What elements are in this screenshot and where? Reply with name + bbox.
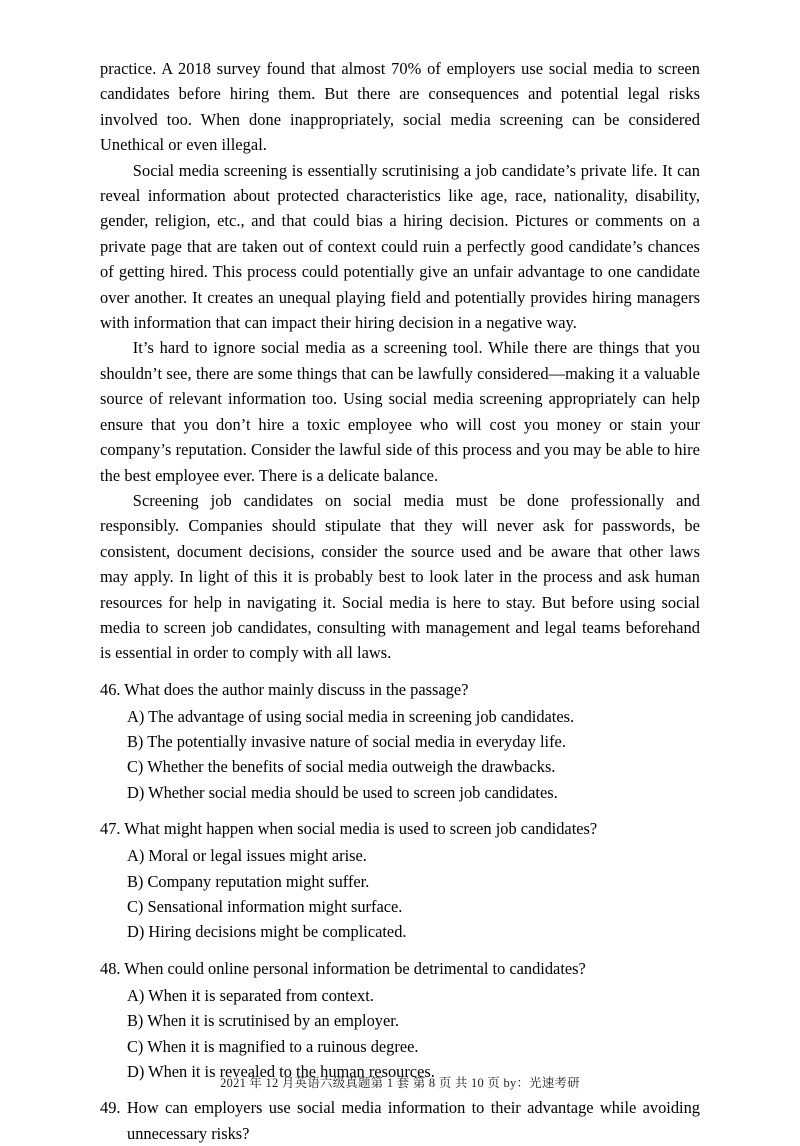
document-body [100, 56, 700, 1146]
question-46-option-c[interactable]: C) Whether the benefits of social media outweigh the drawbacks. [127, 757, 556, 777]
question-47-stem: 47. What might happen when social media is used to screen job candidates? [100, 819, 598, 839]
question-47-option-b[interactable]: B) Company reputation might suffer. [127, 871, 370, 891]
question-46-option-a[interactable]: A) The advantage of using social media in screening job candidates. [127, 706, 575, 726]
question-46-option-b[interactable]: B) The potentially invasive nature of social media in everyday life. [127, 732, 566, 752]
question-46 [100, 677, 700, 806]
question-46-option-d[interactable]: D) Whether social media should be used to screen job candidates. [127, 782, 558, 802]
question-47-option-c[interactable]: C) Sensational information might surface. [127, 897, 403, 916]
question-48 [100, 956, 700, 1085]
question-48-option-d[interactable]: D) When it is revealed to the human resources. [127, 1061, 435, 1081]
paragraph-4: Screening job candidates on social media must be done professionally and responsibly. Companies should stipulate that they will never ask for passwords, be consistent, document decisions, consider the source used and be aware that other laws may apply. In light of this it is probably best to look later in the process and ask human resources for help in navigating it. Social media is here to stay. But before using social media to screen job candidates, consulting with management and legal teams beforehand is essential in order to comply with all laws. [100, 490, 700, 663]
question-47-options [100, 843, 700, 945]
question-48-option-a[interactable]: A) When it is separated from context. [127, 985, 374, 1005]
question-48-options [100, 983, 700, 1085]
question-46-stem: 46. What does the author mainly discuss in the passage? [100, 679, 469, 699]
question-49 [100, 1095, 700, 1146]
question-47-option-d[interactable]: D) Hiring decisions might be complicated. [127, 922, 407, 942]
page-footer: 2021 年 12 月英语六级真题第 1 套 第 8 页 共 10 页 by：光速考研 [220, 1076, 580, 1090]
question-48-stem: 48. When could online personal information be detrimental to candidates? [100, 958, 586, 978]
question-48-option-b[interactable]: B) When it is scrutinised by an employer. [127, 1011, 399, 1031]
question-47 [100, 816, 700, 945]
paragraph-3: It’s hard to ignore social media as a screening tool. While there are things that you shouldn’t see, there are some things that can be lawfully considered—making it a valuable source of relevant information too. Using social media screening appropriately can help ensure that you don’t hire a toxic employee who will cost you money or stain your company’s reputation. Consider the lawful side of this process and you may be able to hire the best employee ever. There is a delicate balance. [100, 338, 700, 485]
question-49-stem: 49. How can employers use social media information to their advantage while avoiding unnecessary risks? [100, 1098, 700, 1143]
question-48-option-c[interactable]: C) When it is magnified to a ruinous degree. [127, 1036, 419, 1056]
paragraph-1: practice. A 2018 survey found that almost 70% of employers use social media to screen candidates before hiring them. But there are consequences and potential legal risks involved too. When done inappropriately, social media screening can be considered Unethical or even illegal. [100, 59, 700, 155]
paragraph-2: Social media screening is essentially scrutinising a job candidate’s private life. It can reveal information about protected characteristics like age, race, nationality, disability, gender, religion, etc., and that could bias a hiring decision. Pictures or comments on a private page that are taken out of context could ruin a perfectly good candidate’s chances of getting hired. This process could potentially give an unfair advantage to one candidate over another. It creates an unequal playing field and potentially provides hiring managers with information that can impact their hiring decision in a negative way. [100, 160, 700, 333]
question-46-options [100, 704, 700, 806]
question-47-option-a[interactable]: A) Moral or legal issues might arise. [127, 846, 367, 866]
